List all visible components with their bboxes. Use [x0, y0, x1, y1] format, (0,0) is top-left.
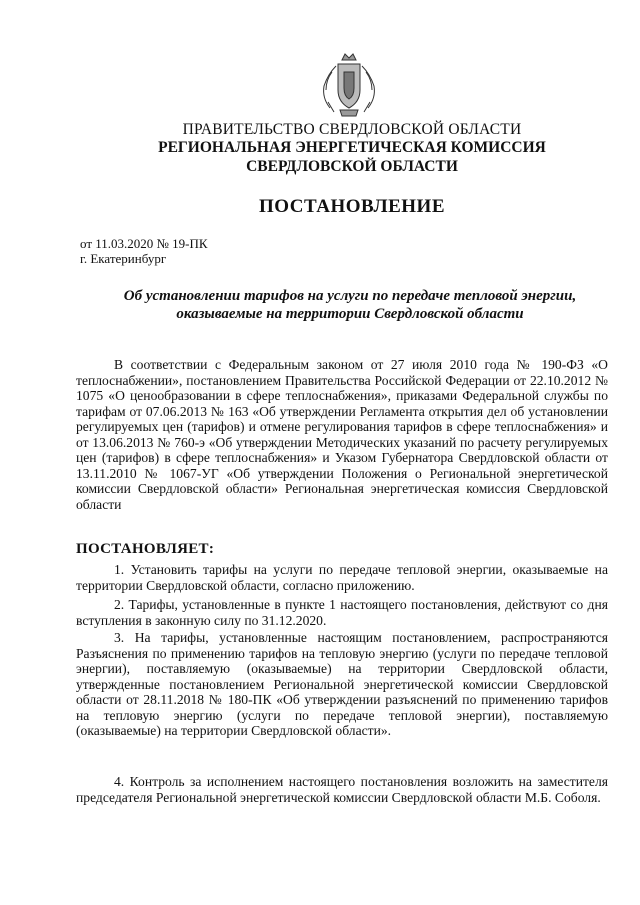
- commission-name: РЕГИОНАЛЬНАЯ ЭНЕРГЕТИЧЕСКАЯ КОМИССИЯ: [158, 139, 546, 156]
- document-type: ПОСТАНОВЛЕНИЕ: [258, 196, 446, 217]
- preamble-paragraph: В соответствии с Федеральным законом от 27 июля 2010 года № 190-ФЗ «О теплоснабжении», постановлением Правительства Российской Федерации от 22.10.2012 № 1075 «О ценообразовании в сфере теплоснабжения», приказами Федеральной службы по тарифам от 07.06.2013 № 163 «Об утверждении Регламента открытия дел об установлении регулируемых цен (тарифов) и отмене регулирования тарифов в сфере теплоснабжения» и от 13.06.2013 № 760-э «Об утверждении Методических указаний по расчету регулируемых цен (тарифов) в сфере теплоснабжения» и Указом Губернатора Свердловской области от 13.11.2010 № 1067-УГ «Об утверждении Положения о Региональной энергетической комиссии Свердловской области» Региональная энергетическая комиссия Свердловской области: [76, 357, 608, 512]
- decree-word: ПОСТАНОВЛЯЕТ:: [76, 541, 215, 557]
- commission-region: СВЕРДЛОВСКОЙ ОБЛАСТИ: [246, 158, 458, 175]
- decree-item-4: 4. Контроль за исполнением настоящего постановления возложить на заместителя председателя Региональной энергетической комиссии Свердловской области М.Б. Соболя.: [76, 774, 608, 805]
- decree-item-3: 3. На тарифы, установленные настоящим постановлением, распространяются Разъяснения по применению тарифов на тепловую энергию (услуги по передаче тепловой энергии), поставляемую (оказываемые) на территории Свердловской области, утвержденные постановлением Региональной энергетической комиссии Свердловской области от 28.11.2018 № 180-ПК «Об утверждении разъяснений по применению тарифов на тепловую энергию (услуги по передаче тепловой энергии), поставляемую (оказываемые) на территории Свердловской области».: [76, 630, 608, 738]
- document-subject: Об установлении тарифов на услуги по передаче тепловой энергии, оказываемые на территории Свердловской области: [123, 288, 577, 322]
- authority-name: ПРАВИТЕЛЬСТВО СВЕРДЛОВСКОЙ ОБЛАСТИ: [182, 121, 522, 138]
- document-city: г. Екатеринбург: [80, 251, 167, 266]
- decree-item-2: 2. Тарифы, установленные в пункте 1 настоящего постановления, действуют со дня вступления в законную силу по 31.12.2020.: [76, 597, 608, 628]
- decree-item-1: 1. Установить тарифы на услуги по передаче тепловой энергии, оказываемые на территории Свердловской области, согласно приложению.: [76, 562, 608, 593]
- coat-of-arms-icon: [318, 52, 380, 120]
- document-date-number: от 11.03.2020 № 19-ПК: [80, 236, 208, 251]
